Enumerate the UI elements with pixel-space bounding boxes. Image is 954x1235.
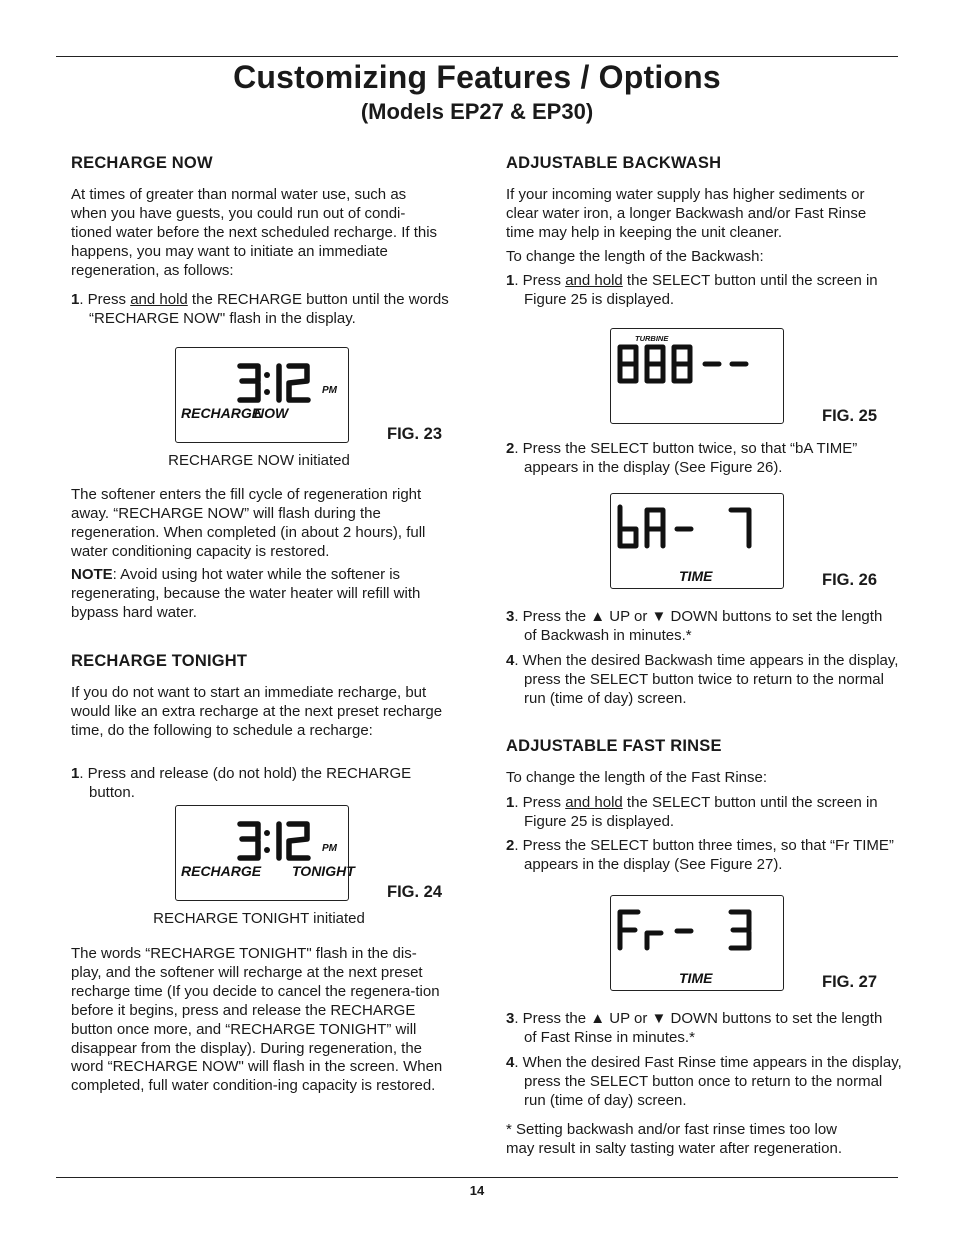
recharge-tonight-step-1: 1. Press and release (do not hold) the RECHARGE button. <box>71 765 412 801</box>
fig-23-label: FIG. 23 <box>387 425 443 443</box>
backwash-intro: If your incoming water supply has higher sediments or clear water iron, a longer Backwash and/or Fast Rinse time may help in keeping the unit cleaner. <box>506 186 867 241</box>
lcd-digit-3 <box>240 824 258 858</box>
top-rule <box>56 56 898 57</box>
lcd-time-text: TIME <box>679 568 713 584</box>
backwash-heading: ADJUSTABLE BACKWASH <box>506 154 722 172</box>
lcd-tonight-text: TONIGHT <box>292 863 355 879</box>
fig-24-caption: RECHARGE TONIGHT initiated <box>153 910 365 927</box>
backwash-step-3: 3. Press the ▲ UP or ▼ DOWN buttons to set the length of Backwash in minutes.* <box>506 608 883 644</box>
lcd-recharge-text: RECHARGE <box>181 405 262 421</box>
lcd-digits-12 <box>279 366 308 400</box>
fig-23-caption: RECHARGE NOW initiated <box>168 452 350 469</box>
lcd-figure-23 <box>175 347 349 443</box>
page-number: 14 <box>469 1183 485 1198</box>
fast-rinse-step-3: 3. Press the ▲ UP or ▼ DOWN buttons to set the length of Fast Rinse in minutes.* <box>506 1010 883 1046</box>
lcd-figure-25 <box>610 328 784 424</box>
recharge-tonight-heading: RECHARGE TONIGHT <box>71 652 248 670</box>
footnote: * Setting backwash and/or fast rinse times too low may result in salty tasting water after regeneration. <box>506 1121 842 1157</box>
lcd-zeros <box>620 347 690 381</box>
fast-rinse-heading: ADJUSTABLE FAST RINSE <box>506 737 722 755</box>
lcd-Fr-3 <box>620 912 749 948</box>
fig-26-label: FIG. 26 <box>822 571 878 589</box>
down-triangle-icon: ▼ <box>651 608 667 625</box>
fig-27-label: FIG. 27 <box>822 973 878 991</box>
fast-rinse-step-4: 4. When the desired Fast Rinse time appears in the display, press the SELECT button once to return to the normal run (time of day) screen. <box>506 1054 902 1109</box>
lcd-figure-26 <box>610 493 784 589</box>
recharge-tonight-intro: If you do not want to start an immediate recharge, but would like an extra recharge at the next preset recharge time, do the following to schedule a recharge: <box>71 684 443 739</box>
down-triangle-icon: ▼ <box>651 1010 667 1027</box>
fig-24-label: FIG. 24 <box>387 883 443 901</box>
lcd-colon-top <box>264 372 270 378</box>
page-subtitle: (Models EP27 & EP30) <box>360 99 594 124</box>
lcd-figure-24 <box>175 805 355 901</box>
recharge-tonight-after: The words “RECHARGE TONIGHT" flash in the dis-play, and the softener will recharge at the next preset recharge time (If you decide to cancel the regenera-tion before it begins, press and release the RECHARGE button once more, and “RECHARGE TONIGHT” will disappear from the display). During regeneration, the word “RECHARGE NOW" will flash in the screen. When completed, full water condition-ing capacity is restored. <box>71 945 443 1095</box>
lcd-recharge-text: RECHARGE <box>181 863 262 879</box>
backwash-step-2: 2. Press the SELECT button twice, so that “bA TIME” appears in the display (See Figure 26). <box>506 440 858 476</box>
up-triangle-icon: ▲ <box>590 608 606 625</box>
fast-rinse-step-2: 2. Press the SELECT button three times, so that “Fr TIME” appears in the display (See Figure 27). <box>506 837 894 873</box>
lcd-colon-top <box>264 830 270 836</box>
lcd-pm-text: PM <box>322 385 337 396</box>
fast-rinse-step-1: 1. Press and hold the SELECT button until the screen in Figure 25 is displayed. <box>506 794 878 830</box>
backwash-step-1: 1. Press and hold the SELECT button until the screen in Figure 25 is displayed. <box>506 272 878 308</box>
backwash-step-4: 4. When the desired Backwash time appears in the display, press the SELECT button twice to return to the normal run (time of day) screen. <box>506 652 899 707</box>
recharge-now-step-1: 1. Press and hold the RECHARGE button until the words “RECHARGE NOW" flash in the display. <box>71 291 449 327</box>
up-triangle-icon: ▲ <box>590 1010 606 1027</box>
recharge-now-note: NOTE: Avoid using hot water while the softener is regenerating, because the water heater will refill with bypass hard water. <box>71 566 421 621</box>
lcd-time-text: TIME <box>679 970 713 986</box>
lcd-colon-bottom <box>264 389 270 395</box>
fast-rinse-lead: To change the length of the Fast Rinse: <box>506 769 767 786</box>
lcd-digit-3 <box>240 366 258 400</box>
recharge-now-after: The softener enters the fill cycle of regeneration right away. “RECHARGE NOW” will flash during the regeneration. When completed (in about 2 hours), full water conditioning capacity is restored. <box>71 486 426 560</box>
backwash-lead: To change the length of the Backwash: <box>506 248 764 265</box>
bottom-rule <box>56 1177 898 1178</box>
lcd-figure-27 <box>610 895 784 991</box>
lcd-now-text: NOW <box>254 405 289 421</box>
lcd-pm-text: PM <box>322 843 337 854</box>
lcd-turbine-text: TURBINE <box>635 334 669 343</box>
recharge-now-heading: RECHARGE NOW <box>71 154 213 172</box>
lcd-bA-7 <box>620 507 749 546</box>
page-title: Customizing Features / Options <box>233 59 721 95</box>
lcd-colon-bottom <box>264 847 270 853</box>
fig-25-label: FIG. 25 <box>822 407 878 425</box>
recharge-now-intro: At times of greater than normal water use, such as when you have guests, you could run out of condi-tioned water before the next scheduled recharge. If this happens, you may want to initiate an immediate regeneration, as follows: <box>71 186 438 279</box>
lcd-digits-12 <box>279 824 308 858</box>
